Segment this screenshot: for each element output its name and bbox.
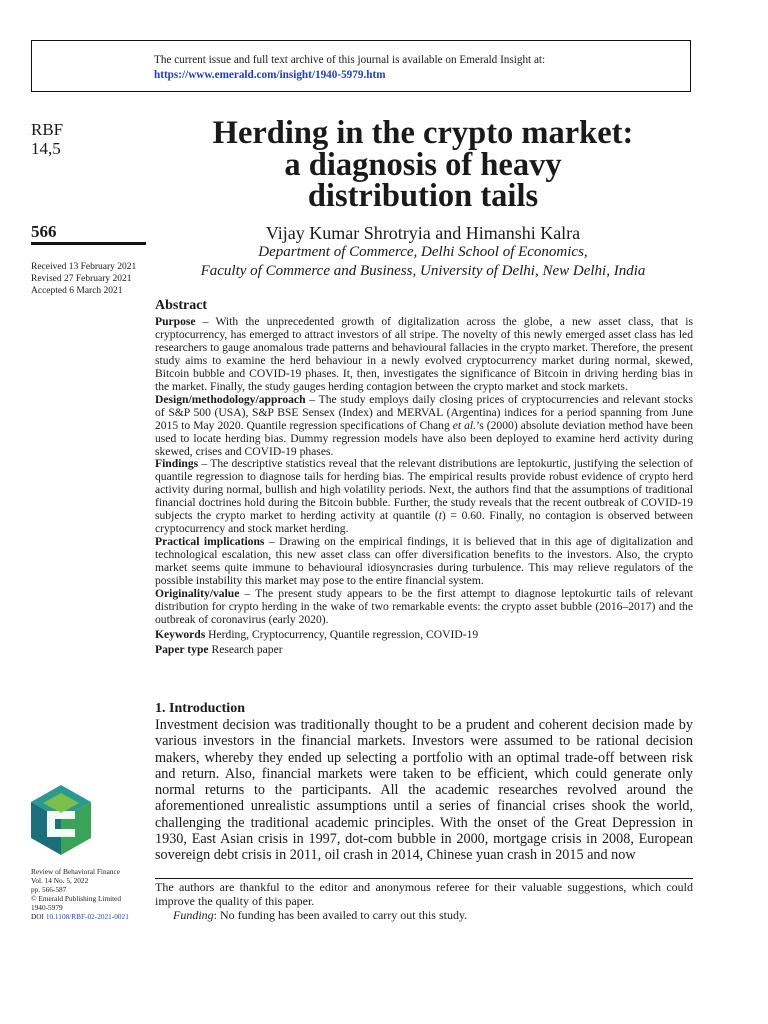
- page-number-rule: [31, 242, 146, 245]
- volume-issue: 14,5: [31, 139, 61, 158]
- abstract-practical: [155, 536, 693, 588]
- purpose-text: – With the unprecedented growth of digitalization across the globe, a new asset class, that is cryptocurrency, has emerged to attract investors of all stripe. The novelty of this newly emerged asset class has led researchers to gauge anomalous trade patterns and behavioural fallacies in the crypto market. Therefore, the present study aims to examine the herd behaviour in a newly evolved cryptocurrency market during normal, skewed, Bitcoin bubble and COVID-19 phases. It, then, investigates the significance of Bitcoin in driving herding bias in the market. Finally, the study gauges herding contagion between the crypto market and stock markets.: [155, 315, 693, 393]
- issn: 1940-5979: [31, 902, 63, 912]
- originality-label: Originality/value: [155, 587, 240, 601]
- abstract-heading: Abstract: [155, 298, 208, 313]
- abstract-originality: [155, 588, 693, 627]
- abstract-purpose: [155, 316, 693, 394]
- design-text-a: – The study employs daily closing prices of cryptocurrencies and relevant stocks of S&P 500 (USA), S&P BSE Sensex (Index) and MERVAL (Argentina) indices for a period spanning from June 2015 to May 2020. Quantile regression specifications of Chang: [155, 392, 693, 432]
- funding-label: Funding: [173, 908, 214, 922]
- abstract-design: [155, 394, 693, 459]
- design-text-b: ’s (2000) absolute deviation method have been used to locate herding bias. Dummy regression models have also been deployed to examine herd activity during skewed, crises and COVID-19 phases.: [155, 418, 693, 458]
- paper-type-label: Paper type: [155, 642, 209, 656]
- volume-line: Vol. 14 No. 5, 2022: [31, 875, 89, 885]
- keywords-text: Herding, Cryptocurrency, Quantile regression, COVID-19: [205, 627, 479, 641]
- accepted-date: Accepted 6 March 2021: [31, 285, 123, 296]
- introduction-heading: 1. Introduction: [155, 701, 245, 716]
- title-line-2: a diagnosis of heavy: [284, 146, 562, 183]
- practical-label: Practical implications: [155, 535, 265, 549]
- keywords: [155, 629, 693, 642]
- page-range: pp. 566-587: [31, 884, 67, 894]
- footnotes: [155, 880, 693, 922]
- design-label: Design/methodology/approach: [155, 392, 306, 406]
- article-title: [155, 115, 691, 214]
- copyright: © Emerald Publishing Limited: [31, 893, 122, 903]
- affiliation-line-1: Department of Commerce, Delhi School of Economics,: [258, 244, 588, 260]
- authors: Vijay Kumar Shrotryia and Himanshi Kalra: [265, 223, 581, 243]
- keywords-label: Keywords: [155, 627, 206, 641]
- footnote-rule: [155, 878, 693, 879]
- emerald-logo-icon: [31, 785, 91, 855]
- affiliation: [155, 243, 691, 281]
- findings-text-a: – The descriptive statistics reveal that the relevant distributions are leptokurtic, justifying the selection of quantile regression to diagnose tails for herding bias. The empirical results provide robust evidence of crypto herd activity during normal, bullish and high volatility periods. Next, the authors find that the assumptions of traditional financial doctrines hold during the Bitcoin bubble. Further, the study reveals that the recent outbreak of COVID-19 subjects the crypto market to herding activity at quantile (: [155, 457, 693, 523]
- design-etal: et al.: [452, 418, 477, 432]
- findings-tau: t: [438, 509, 442, 523]
- journal-abbr-text: RBF: [31, 120, 64, 139]
- findings-label: Findings: [155, 457, 199, 471]
- purpose-label: Purpose: [155, 315, 196, 328]
- publication-info: [31, 868, 146, 921]
- received-date: Received 13 February 2021: [31, 262, 137, 272]
- journal-abbreviation: [31, 120, 63, 158]
- abstract-section: [155, 298, 693, 657]
- practical-text: – Drawing on the empirical findings, it is believed that in this age of digitalization and technological escalation, this new asset class can offer diversification benefits to the investors. Also, the crypto market seems quite immune to behavioural idiosyncrasies during turbulence. This may relieve regulators of the possible instability this market may pose to the entire financial system.: [155, 535, 693, 588]
- abstract-findings: [155, 458, 693, 536]
- title-line-1: Herding in the crypto market:: [212, 115, 634, 151]
- doi-label: DOI: [31, 911, 44, 921]
- journal-archive-notice: [31, 40, 691, 92]
- affiliation-line-2: Faculty of Commerce and Business, University of Delhi, New Delhi, India: [200, 263, 646, 279]
- archive-notice-text: The current issue and full text archive of this journal is available on Emerald Insight at:: [154, 54, 546, 66]
- revised-date: Revised 27 February 2021: [31, 273, 132, 284]
- page-number: 566: [31, 222, 57, 241]
- title-line-3: distribution tails: [307, 178, 539, 214]
- doi-line: [31, 913, 146, 922]
- paper-type: [155, 644, 693, 657]
- funding-note: [155, 908, 693, 922]
- funding-text: : No funding has been availed to carry out this study.: [213, 908, 468, 922]
- archive-url-link[interactable]: https://www.emerald.com/insight/1940-5979.htm: [154, 69, 386, 81]
- introduction-body: Investment decision was traditionally thought to be a prudent and coherent decision made by various investors in the financial markets. Investors were assumed to be rational decision makers, whereby they ended up selecting a portfolio with an optimal trade-off between risk and return. Also, financial markets were taken to be efficient, which could generate only normal returns to the participants. All the academic researches revolved around the aforementioned unrealistic assumptions until a series of financial crises shook the world, challenging the traditional academic principles. With the onset of the Great Depression in 1930, East Asian crisis in 1997, dot-com bubble in 2000, mortgage crisis in 2008, European sovereign debt crisis in 2011, oil crash in 2014, Chinese yuan crash in 2015 and now: [155, 717, 693, 864]
- findings-text-b: ) = 0.60. Finally, no contagion is observed between cryptocurrency and stock market herding.: [155, 509, 693, 536]
- paper-type-text: Research paper: [208, 642, 283, 656]
- doi-link[interactable]: 10.1108/RBF-02-2021-0021: [45, 911, 129, 921]
- originality-text: – The present study appears to be the first attempt to diagnose leptokurtic tails of relevant distribution for crypto herding in the wake of two remarkable events: the crypto asset bubble (2016–2017) and the outbreak of coronavirus (early 2020).: [155, 587, 693, 626]
- acknowledgement: The authors are thankful to the editor and anonymous referee for their valuable suggestions, which could improve the quality of this paper.: [155, 880, 693, 908]
- article-history: [31, 262, 136, 297]
- journal-name: Review of Behavioral Finance: [31, 867, 120, 876]
